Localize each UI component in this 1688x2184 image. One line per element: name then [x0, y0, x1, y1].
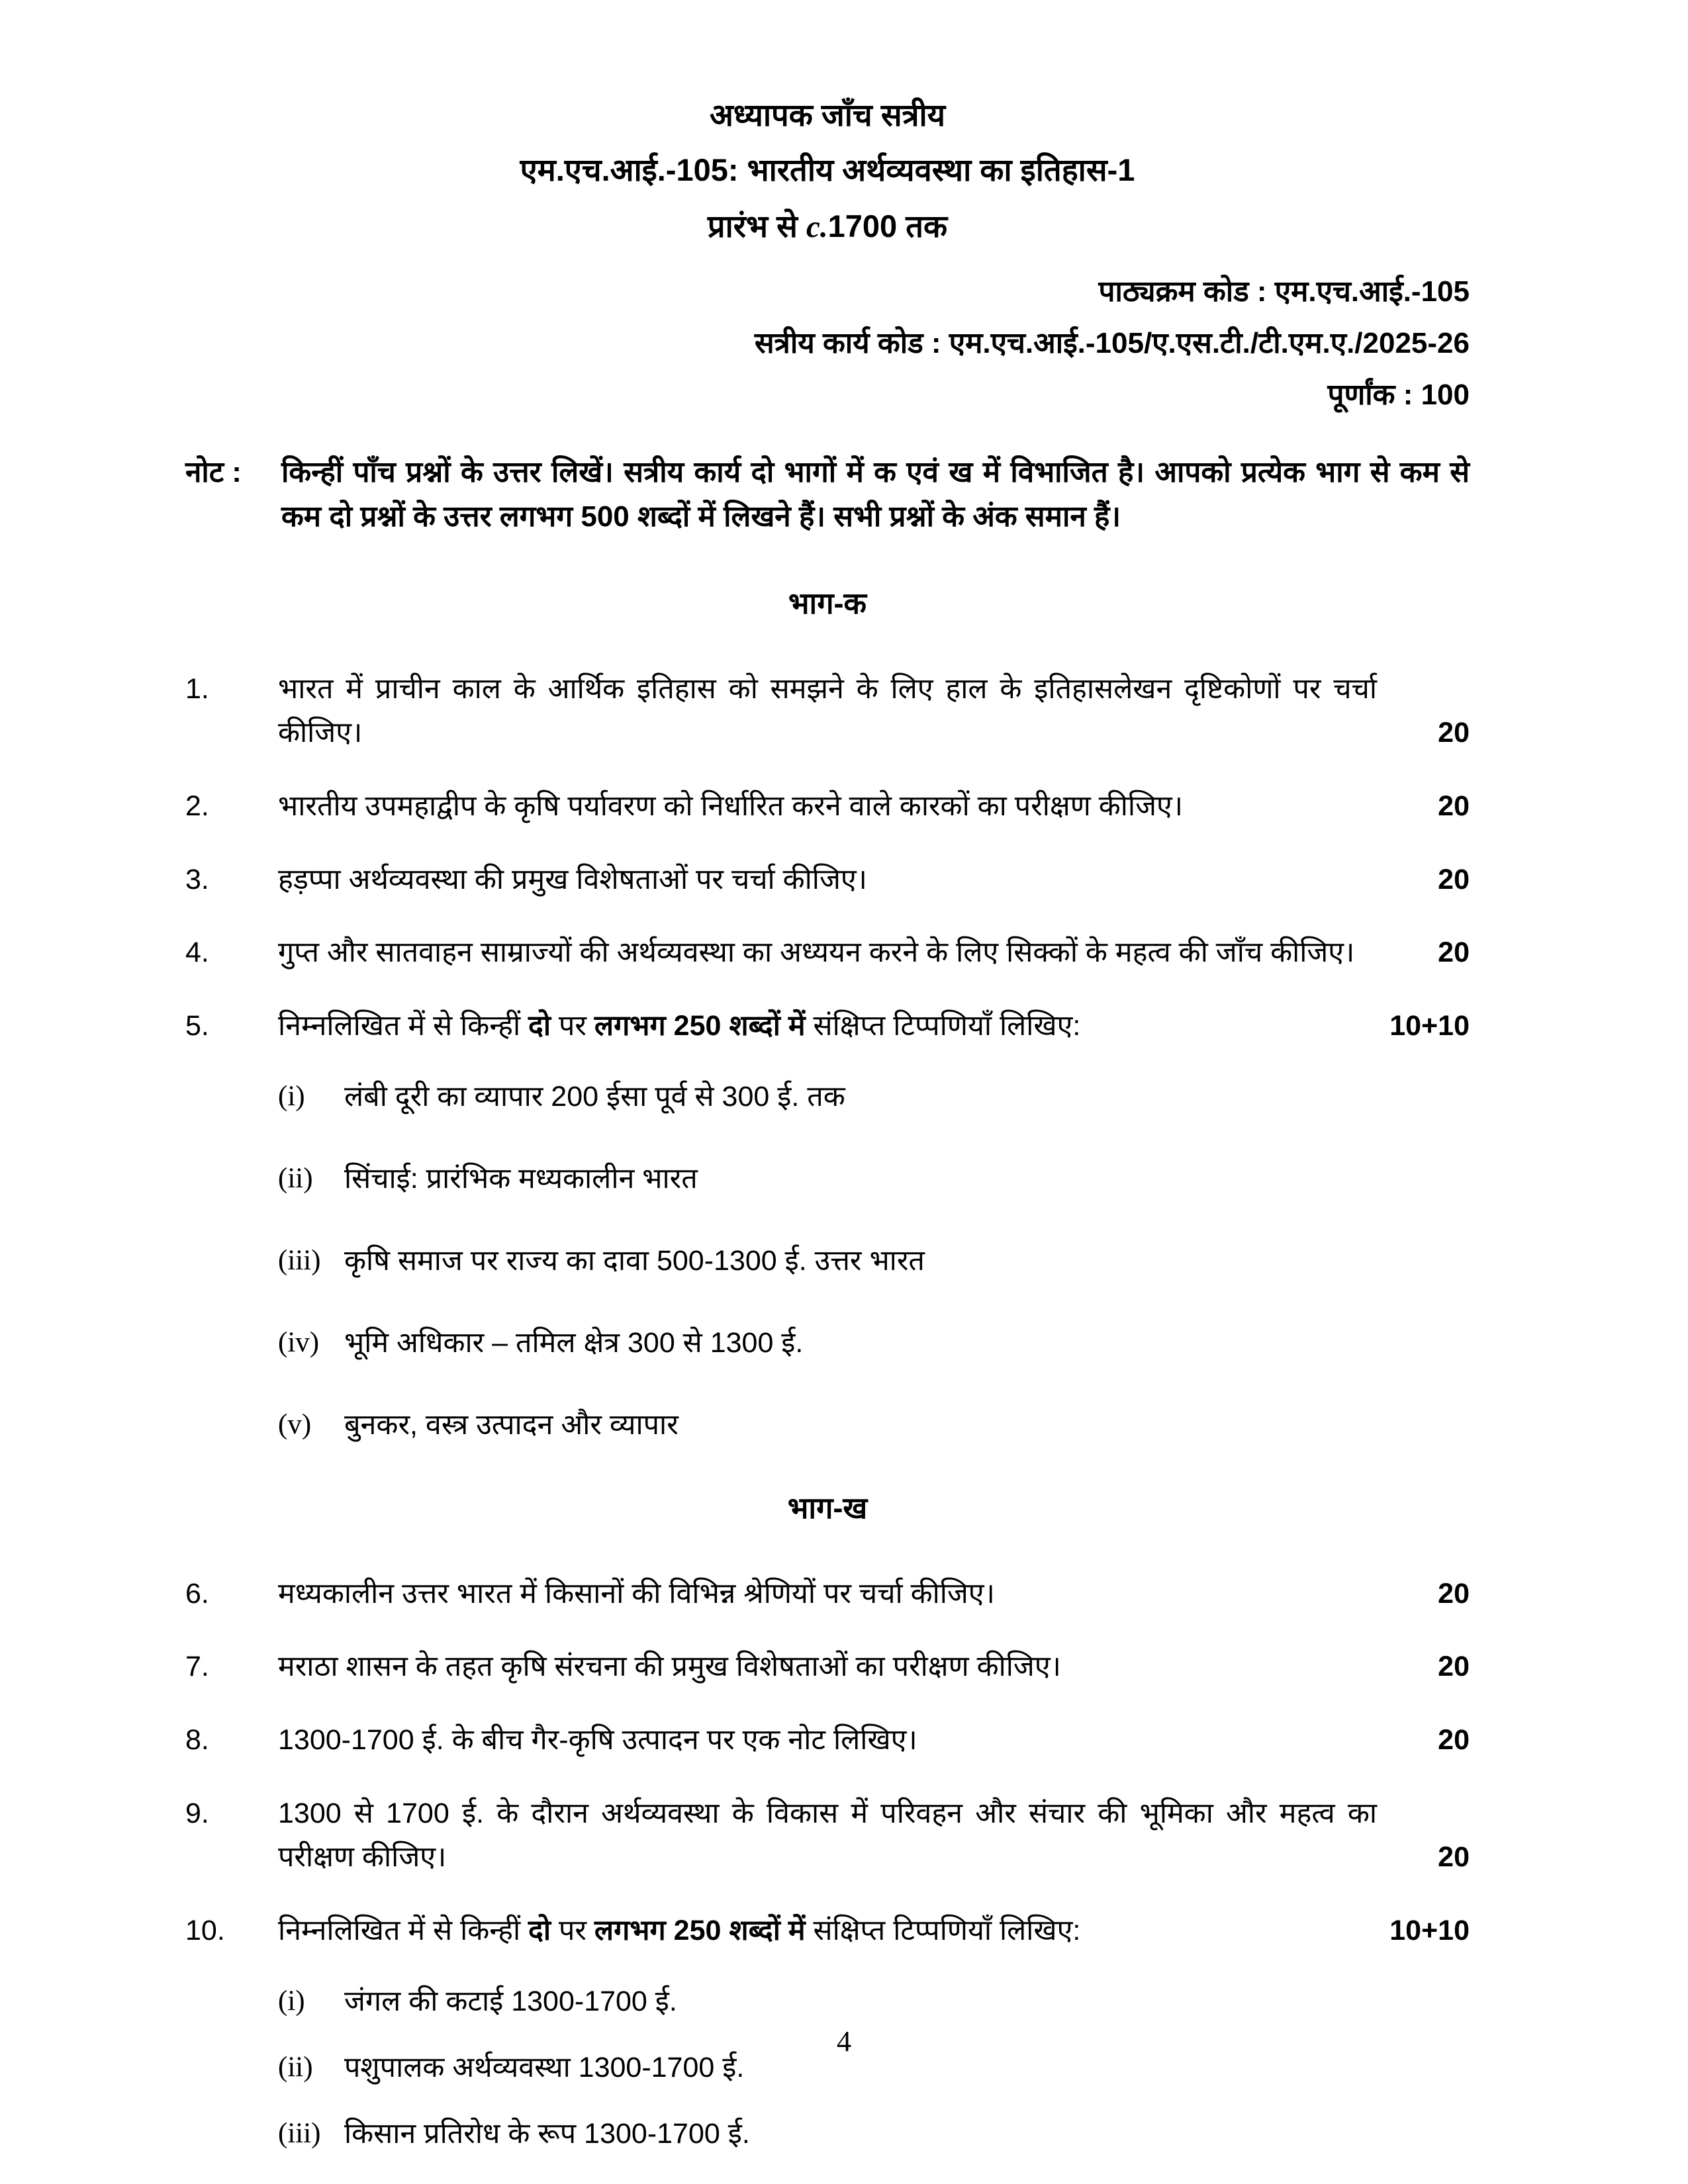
meta-block: [185, 277, 1470, 410]
q5-seg-pre: निम्नलिखित में से किन्हीं: [278, 1009, 529, 1042]
q10-seg-mid: पर: [551, 1915, 594, 1947]
question-5-subitem-iv: [278, 1324, 1470, 1362]
question-5-subitem-ii: [278, 1160, 1470, 1198]
section-heading-part-a: भाग-क: [788, 586, 867, 620]
question-number: 4.: [185, 936, 209, 969]
question-number: 5.: [185, 1009, 209, 1042]
section-heading-part-b: भाग-ख: [787, 1490, 868, 1525]
q5-seg-bold-two: दो: [528, 1009, 551, 1042]
page-number: 4: [837, 2025, 851, 2058]
subitem-text: पशुपालक अर्थव्यवस्था 1300-1700 ई.: [344, 2051, 745, 2083]
question-number: 3.: [185, 863, 209, 895]
question-text: भारतीय उपमहाद्वीप के कृषि पर्यावरण को निर्धारित करने वाले कारकों का परीक्षण कीजिए।: [278, 790, 1184, 823]
question-number: 2.: [185, 790, 209, 823]
question-5-subitems: [185, 1077, 1470, 1444]
question-number: 7.: [185, 1651, 209, 1683]
question-10-subitems: [185, 1982, 1470, 2153]
question-text: भारत में प्राचीन काल के आर्थिक इतिहास को समझने के लिए हाल के इतिहासलेखन दृष्टिकोणों पर चर्चा कीजिए।: [278, 672, 1377, 749]
question-1: [185, 667, 1470, 755]
question-5-subitem-iii: [278, 1242, 1470, 1280]
question-number: 9.: [185, 1797, 209, 1829]
page-title: अध्यापक जाँच सत्रीय: [710, 97, 945, 132]
subitem-text: जंगल की कटाई 1300-1700 ई.: [344, 1985, 677, 2017]
note: [185, 451, 1470, 539]
q5-seg-bold-words: लगभग 250 शब्दों में: [594, 1009, 806, 1042]
circa-abbreviation: c.: [806, 210, 828, 244]
subitem-number: (ii): [278, 1162, 313, 1194]
question-marks: 20: [1438, 863, 1470, 895]
subitem-number: (iii): [278, 2117, 321, 2149]
question-10-subitem-i: [278, 1982, 1470, 2021]
subitem-number: (iv): [278, 1326, 320, 1358]
question-4: [185, 931, 1470, 975]
question-marks: 20: [1438, 1841, 1470, 1874]
q10-seg-pre: निम्नलिखित में से किन्हीं: [278, 1915, 529, 1947]
question-5: [185, 1004, 1470, 1048]
question-marks: 20: [1438, 790, 1470, 823]
question-text: गुप्त और सातवाहन साम्राज्यों की अर्थव्यवस्था का अध्ययन करने के लिए सिक्कों के महत्व की जाँच कीजिए।: [278, 936, 1355, 969]
subitem-text: किसान प्रतिरोध के रूप 1300-1700 ई.: [344, 2117, 750, 2150]
question-5-subitem-v: [278, 1406, 1470, 1444]
subitem-text: लंबी दूरी का व्यापार 200 ईसा पूर्व से 300 ई. तक: [344, 1080, 845, 1113]
question-marks: 10+10: [1389, 1915, 1470, 1947]
note-text: किन्हीं पाँच प्रश्नों के उत्तर लिखें। सत्रीय कार्य दो भागों में क एवं ख में विभाजित है। आपको प्रत्येक भाग से कम से कम दो प्रश्नों के उत्तर लगभग 500 शब्दों में लिखने हैं। सभी प्रश्नों के अंक समान हैं।: [281, 456, 1470, 533]
subitem-number: (i): [278, 1985, 305, 2017]
question-marks: 20: [1438, 1651, 1470, 1683]
question-text: 1300-1700 ई. के बीच गैर-कृषि उत्पादन पर एक नोट लिखिए।: [278, 1724, 917, 1756]
question-marks: 20: [1438, 936, 1470, 969]
subitem-text: भूमि अधिकार – तमिल क्षेत्र 300 से 1300 ई.: [344, 1326, 804, 1359]
period-pre: प्रारंभ से: [707, 208, 806, 244]
question-10-subitem-iii: [278, 2115, 1470, 2153]
question-9: [185, 1792, 1470, 1880]
question-text: [278, 1909, 1377, 1953]
question-marks: 10+10: [1389, 1009, 1470, 1042]
subitem-text: बुनकर, वस्त्र उत्पादन और व्यापार: [344, 1408, 679, 1441]
question-number: 6.: [185, 1577, 209, 1610]
question-7: [185, 1645, 1470, 1689]
question-6: [185, 1572, 1470, 1616]
question-5-subitem-i: [278, 1077, 1470, 1116]
question-text: 1300 से 1700 ई. के दौरान अर्थव्यवस्था के विकास में परिवहन और संचार की भूमिका और महत्व का परीक्षण कीजिए।: [278, 1797, 1377, 1874]
assignment-code: सत्रीय कार्य कोड : एम.एच.आई.-105/ए.एस.टी./टी.एम.ए./2025-26: [754, 327, 1470, 359]
question-marks: 20: [1438, 717, 1470, 749]
question-8: [185, 1718, 1470, 1762]
course-title: एम.एच.आई.-105: भारतीय अर्थव्यवस्था का इतिहास-1: [520, 152, 1135, 187]
question-text: हड़प्पा अर्थव्यवस्था की प्रमुख विशेषताओं पर चर्चा कीजिए।: [278, 863, 867, 895]
subitem-number: (v): [278, 1408, 312, 1440]
subitem-number: (iii): [278, 1244, 321, 1276]
q10-seg-bold-words: लगभग 250 शब्दों में: [594, 1915, 806, 1947]
q5-seg-post: संक्षिप्त टिप्पणियाँ लिखिए:: [805, 1009, 1081, 1042]
question-10: [185, 1909, 1470, 1953]
course-code: पाठ्यक्रम कोड : एम.एच.आई.-105: [1098, 275, 1470, 308]
q5-seg-mid: पर: [551, 1009, 594, 1042]
question-text: मराठा शासन के तहत कृषि संरचना की प्रमुख विशेषताओं का परीक्षण कीजिए।: [278, 1651, 1061, 1683]
question-number: 8.: [185, 1724, 209, 1756]
course-period-title: [185, 210, 1470, 243]
subitem-number: (ii): [278, 2051, 313, 2083]
subitem-text: कृषि समाज पर राज्य का दावा 500-1300 ई. उत्तर भारत: [344, 1244, 925, 1277]
question-marks: 20: [1438, 1724, 1470, 1756]
q10-seg-post: संक्षिप्त टिप्पणियाँ लिखिए:: [805, 1915, 1081, 1947]
question-marks: 20: [1438, 1577, 1470, 1610]
question-text: मध्यकालीन उत्तर भारत में किसानों की विभिन्न श्रेणियों पर चर्चा कीजिए।: [278, 1577, 995, 1610]
max-marks: पूर्णांक : 100: [1327, 379, 1470, 411]
q10-seg-bold-two: दो: [528, 1915, 551, 1947]
question-text: [278, 1004, 1377, 1048]
subitem-number: (i): [278, 1080, 305, 1112]
question-number: 10.: [185, 1915, 225, 1947]
subitem-text: सिंचाई: प्रारंभिक मध्यकालीन भारत: [344, 1162, 698, 1195]
question-3: [185, 858, 1470, 902]
period-post: 1700 तक: [827, 208, 948, 244]
question-number: 1.: [185, 672, 209, 705]
note-label: नोट :: [185, 456, 242, 488]
question-2: [185, 784, 1470, 829]
